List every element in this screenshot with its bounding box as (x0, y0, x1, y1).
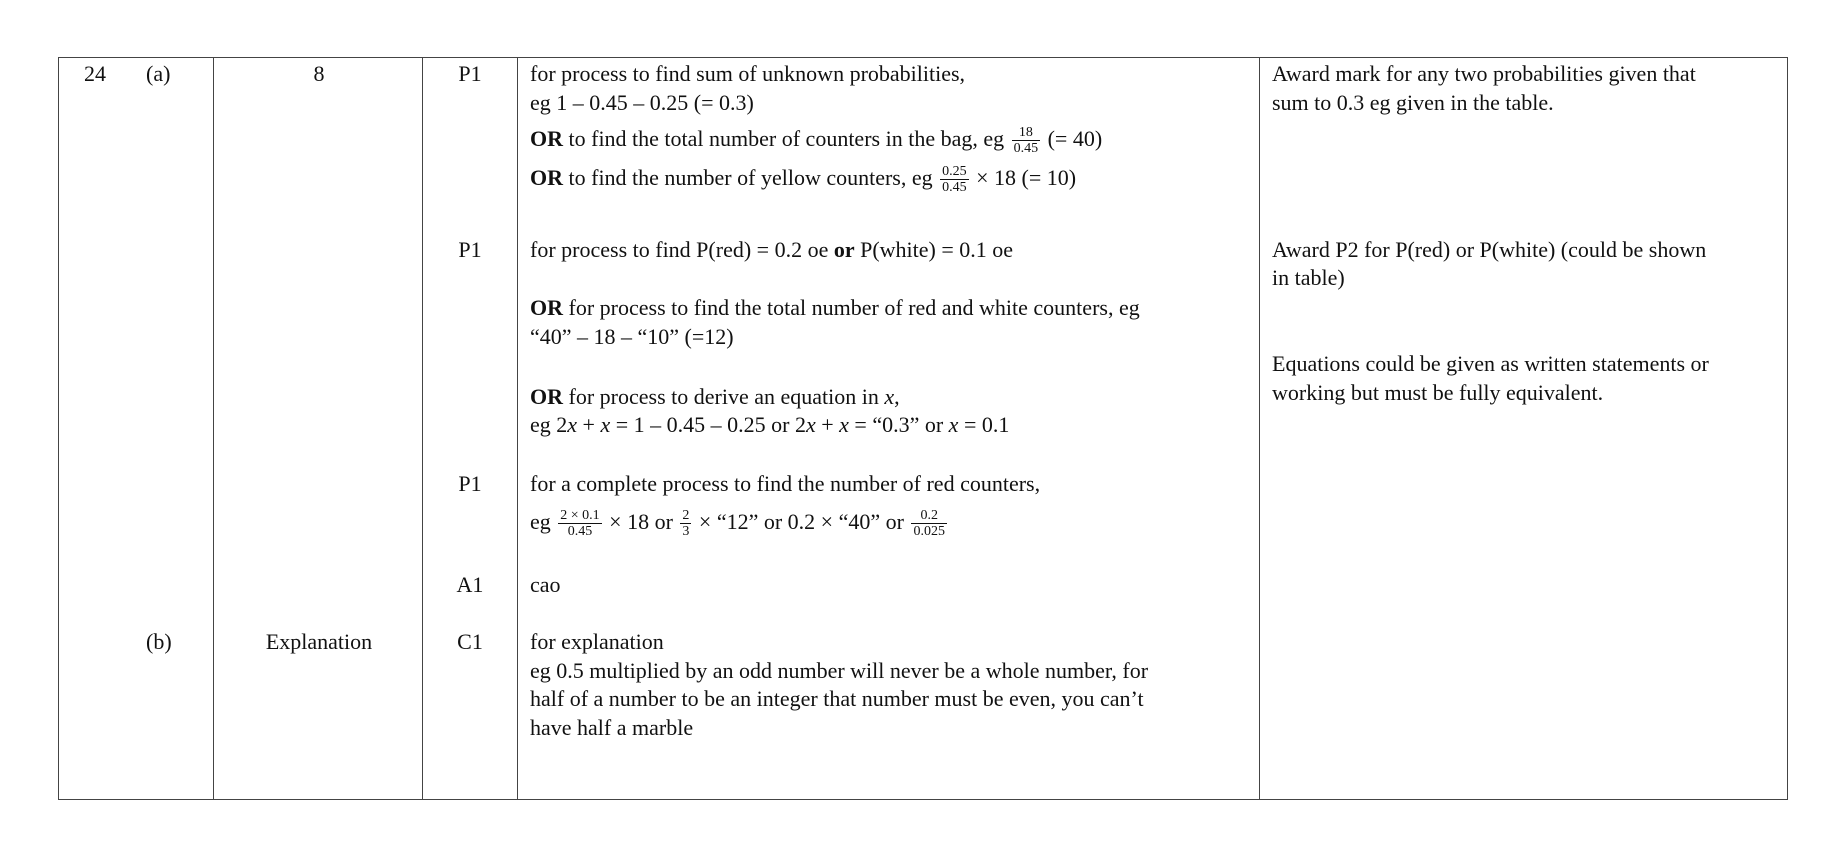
text-fragment: eg (530, 509, 557, 534)
part-b-answer: Explanation (265, 629, 373, 654)
mark-scheme-text: half of a number to be an integer that number must be even, you can’t (530, 686, 1144, 711)
mark-scheme-text: have half a marble (530, 715, 694, 740)
guidance-note: sum to 0.3 eg given in the table. (1272, 90, 1554, 115)
text-fragment: + (815, 412, 840, 437)
variable: x (948, 412, 959, 437)
mark-code: A1 (456, 572, 484, 597)
guidance-note: working but must be fully equivalent. (1272, 380, 1604, 405)
column-divider (422, 57, 423, 800)
text-fragment: P(white) = 0.1 oe (854, 237, 1014, 262)
mark-scheme-text: eg 0.5 multiplied by an odd number will never be a whole number, for (530, 658, 1149, 683)
fraction-numerator: 18 (1012, 125, 1041, 141)
fraction-denominator: 0.45 (1013, 141, 1039, 157)
mark-scheme-text: for explanation (530, 629, 664, 654)
mark-code: P1 (458, 61, 482, 86)
variable: x (805, 412, 816, 437)
text-fragment: = “0.3” or (848, 412, 949, 437)
mark-scheme-text: for a complete process to find the number of red counters, (530, 471, 1041, 496)
mark-code: C1 (457, 629, 483, 654)
mark-scheme-text: “40” – 18 – “10” (=12) (530, 324, 734, 349)
or-keyword: or (833, 237, 855, 262)
mark-scheme-text (530, 504, 949, 540)
column-divider (517, 57, 518, 800)
text-fragment: = 0.1 (958, 412, 1010, 437)
text-fragment: × 18 or (603, 509, 679, 534)
text-fragment: to find the number of yellow counters, eg (563, 165, 939, 190)
guidance-note: in table) (1272, 265, 1345, 290)
part-b-label: (b) (146, 629, 172, 654)
variable: x (567, 412, 578, 437)
mark-scheme-text: for process to find sum of unknown probabilities, (530, 61, 966, 86)
variable: x (884, 384, 895, 409)
or-keyword: OR (530, 126, 563, 151)
fraction (680, 508, 691, 539)
text-fragment: (= 40) (1042, 126, 1103, 151)
text-fragment: for process to derive an equation in (563, 384, 885, 409)
mark-scheme-text (530, 294, 1140, 322)
fraction (558, 508, 601, 539)
variable: x (600, 412, 611, 437)
mark-scheme-text (530, 383, 900, 411)
fraction-numerator: 2 × 0.1 (560, 508, 600, 524)
fraction-denominator: 0.025 (913, 524, 945, 540)
fraction (940, 164, 969, 195)
text-fragment: + (577, 412, 601, 437)
mark-code: P1 (458, 237, 482, 262)
guidance-note: Award mark for any two probabilities given that (1272, 61, 1696, 86)
fraction-denominator: 0.45 (567, 524, 593, 540)
fraction-denominator: 0.45 (942, 180, 967, 196)
mark-code: P1 (458, 471, 482, 496)
fraction-numerator: 0.2 (911, 508, 947, 524)
fraction-denominator: 3 (682, 524, 690, 540)
fraction-numerator: 2 (682, 508, 690, 524)
text-fragment: for process to find the total number of red and white counters, eg (563, 295, 1140, 320)
text-fragment: to find the total number of counters in the bag, eg (563, 126, 1010, 151)
question-number: 24 (84, 61, 106, 86)
part-a-answer: 8 (313, 61, 325, 86)
mark-scheme-text (530, 236, 1013, 264)
mark-scheme-text (530, 411, 1009, 439)
guidance-note: Award P2 for P(red) or P(white) (could be shown (1272, 237, 1707, 262)
mark-scheme-text (530, 160, 1076, 196)
part-a-label: (a) (146, 61, 171, 86)
text-fragment: = 1 – 0.45 – 0.25 or 2 (610, 412, 806, 437)
guidance-note: Equations could be given as written statements or (1272, 351, 1709, 376)
fraction (911, 508, 947, 539)
or-keyword: OR (530, 384, 563, 409)
variable: x (839, 412, 849, 437)
fraction-numerator: 0.25 (942, 164, 967, 180)
text-fragment: for process to find P(red) = 0.2 oe (530, 237, 834, 262)
column-divider (213, 57, 214, 800)
text-fragment: eg 2 (530, 412, 568, 437)
column-divider (1259, 57, 1260, 800)
mark-scheme-text: cao (530, 572, 561, 597)
or-keyword: OR (530, 295, 563, 320)
fraction (1012, 125, 1041, 156)
mark-scheme-text (530, 121, 1102, 157)
text-fragment: , (894, 384, 900, 409)
text-fragment: × “12” or 0.2 × “40” or (693, 509, 910, 534)
or-keyword: OR (530, 165, 563, 190)
text-fragment: × 18 (= 10) (970, 165, 1077, 190)
mark-scheme-text: eg 1 – 0.45 – 0.25 (= 0.3) (530, 90, 754, 115)
